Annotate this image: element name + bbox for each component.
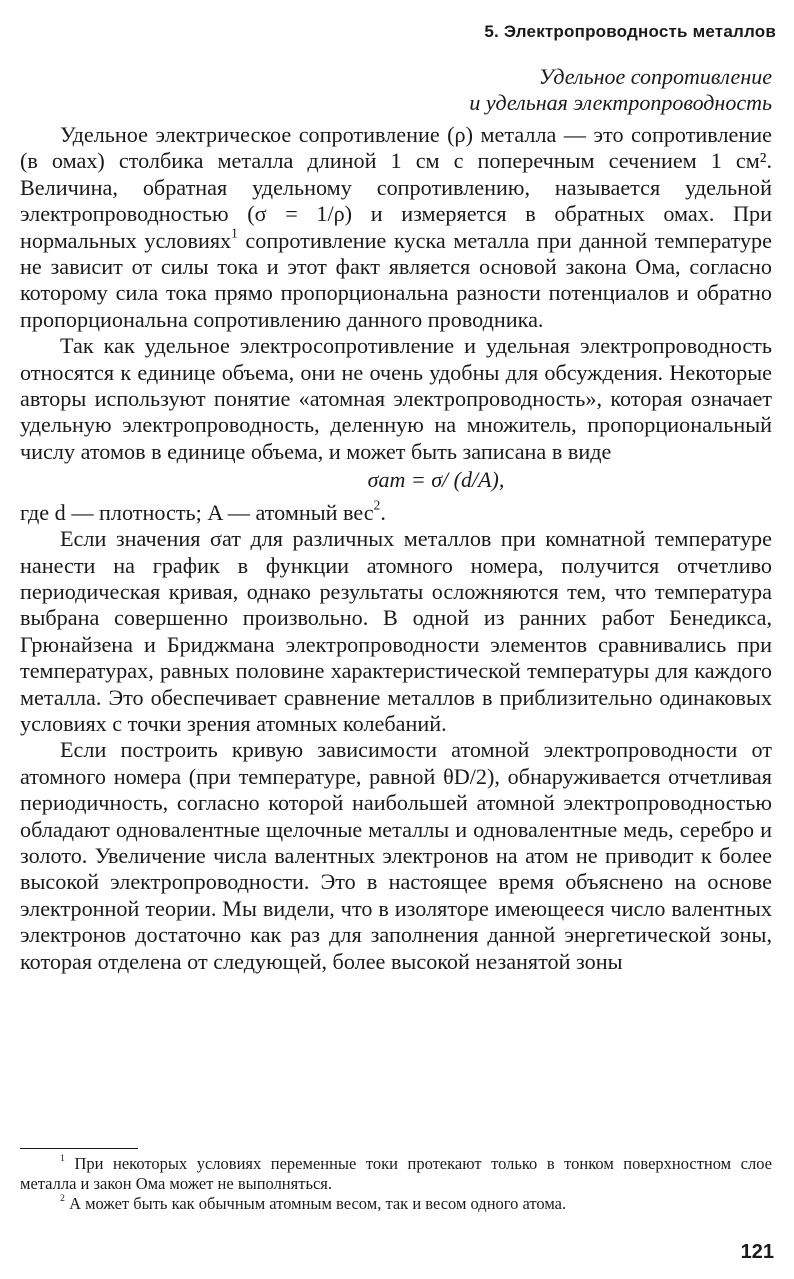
paragraph-3-text: где d — плотность; A — атомный вес: [20, 499, 374, 525]
footnotes: [20, 1154, 772, 1214]
paragraph-5: Если построить кривую зависимости атомной электропроводности от атомного номера (при температуре, равной θD/2), обнаруживается отчетливая периодичность, согласно которой наибольшей атомной электропроводностью обладают одновалентные щелочные металлы и одновалентные медь, серебро и золото. Увеличение числа валентных электронов на атом не приводит к более высокой электропроводности. Это в настоящее время объяснено на основе электронной теории. Мы видели, что в изоляторе имеющееся число валентных электронов достаточно как раз для заполнения данной энергетической зоны, которая отделена от следующей, более высокой незанятой зоны: [20, 737, 772, 974]
formula: σат = σ/ (d/A),: [367, 467, 505, 493]
footnote-1: [20, 1154, 772, 1194]
paragraph-1-text: Удельное электрическое сопротивление (ρ) металла — это сопротивление (в омах) столбика металла длиной 1 см с поперечным сечением 1 см². Величина, обратная удельному сопротивлению, называется удельной электропроводностью (σ = 1/ρ) и измеряется в обратных омах. При нормальных условиях: [20, 122, 772, 253]
paragraph-4: Если значения σат для различных металлов при комнатной температуре нанести на график в функции атомного номера, получится отчетливо периодическая кривая, однако результаты осложняются тем, что температура выбрана совершенно произвольно. В одной из ранних работ Бенедикса, Грюнайзена и Бриджмана электропроводности элементов сравнивались при температурах, равных половине характеристической температуры для каждого металла. Это обеспечивает сравнение металлов в приблизительно одинаковых условиях с точки зрения атомных колебаний.: [20, 526, 772, 736]
paragraph-1: [20, 122, 772, 333]
footnote-2: [20, 1194, 772, 1214]
section-title: [469, 64, 772, 116]
paragraph-2: Так как удельное электросопротивление и удельная электропроводность относятся к единице объема, они не очень удобны для обсуждения. Некоторые авторы используют понятие «атомная электропроводность», которая означает удельную электропроводность, деленную на множитель, пропорциональный числу атомов в единице объема, и может быть записана в виде: [20, 333, 772, 464]
footnote-1-text: При некоторых условиях переменные токи протекают только в тонком поверхностном слое металла и закон Ома может не выполняться.: [20, 1154, 772, 1193]
body-text: [20, 122, 772, 975]
section-title-line-2: и удельная электропроводность: [469, 90, 772, 115]
paragraph-1-text-cont: сопротивление куска металла при данной температуре не зависит от силы тока и этот факт является основой закона Ома, согласно которому сила тока прямо пропорциональна разности потенциалов и обратно пропорциональна сопротивлению данного проводника.: [20, 227, 772, 332]
paragraph-3-end: .: [380, 499, 386, 525]
footnote-2-text: А может быть как обычным атомным весом, так и весом одного атома.: [64, 1194, 567, 1213]
paragraph-3: [20, 497, 772, 526]
footnote-2-mark: 2: [60, 1193, 65, 1205]
page-number: 121: [740, 1241, 774, 1263]
footnote-divider: [20, 1148, 138, 1149]
footnote-ref-2: 2: [373, 497, 381, 513]
running-head: 5. Электропроводность металлов: [484, 22, 776, 41]
section-title-line-1: Удельное сопротивление: [538, 64, 772, 89]
footnote-1-mark: 1: [60, 1153, 65, 1165]
footnote-ref-1: 1: [231, 224, 238, 240]
